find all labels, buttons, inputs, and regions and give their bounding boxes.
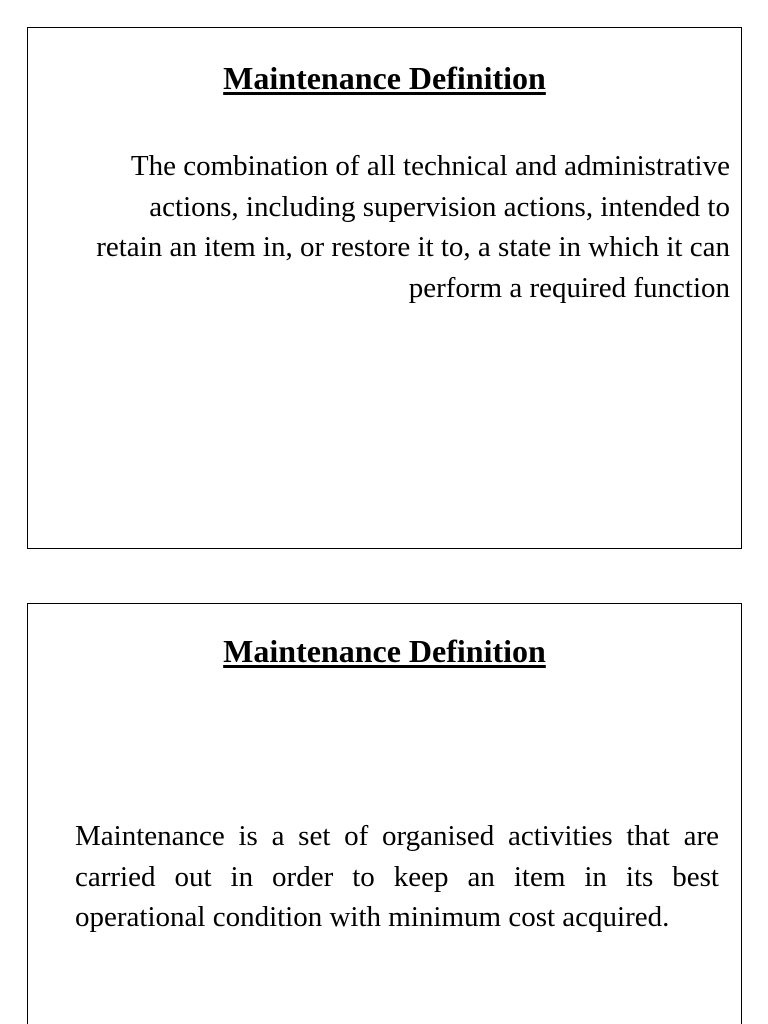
slide-1-definition-text: The combination of all technical and administrative actions, including supervision actions, intended to retain an item in, or restore it to, a state in which it can perform a required function: [96, 150, 730, 304]
slide-2-title: Maintenance Definition: [223, 633, 546, 669]
slide-2: [27, 603, 742, 1024]
slide-2-definition-text: Maintenance is a set of organised activities that are carried out in order to keep an item in its best operational condition with minimum cost acquired.: [75, 820, 719, 933]
slide-1: [27, 27, 742, 549]
slide-1-title: Maintenance Definition: [223, 60, 546, 96]
